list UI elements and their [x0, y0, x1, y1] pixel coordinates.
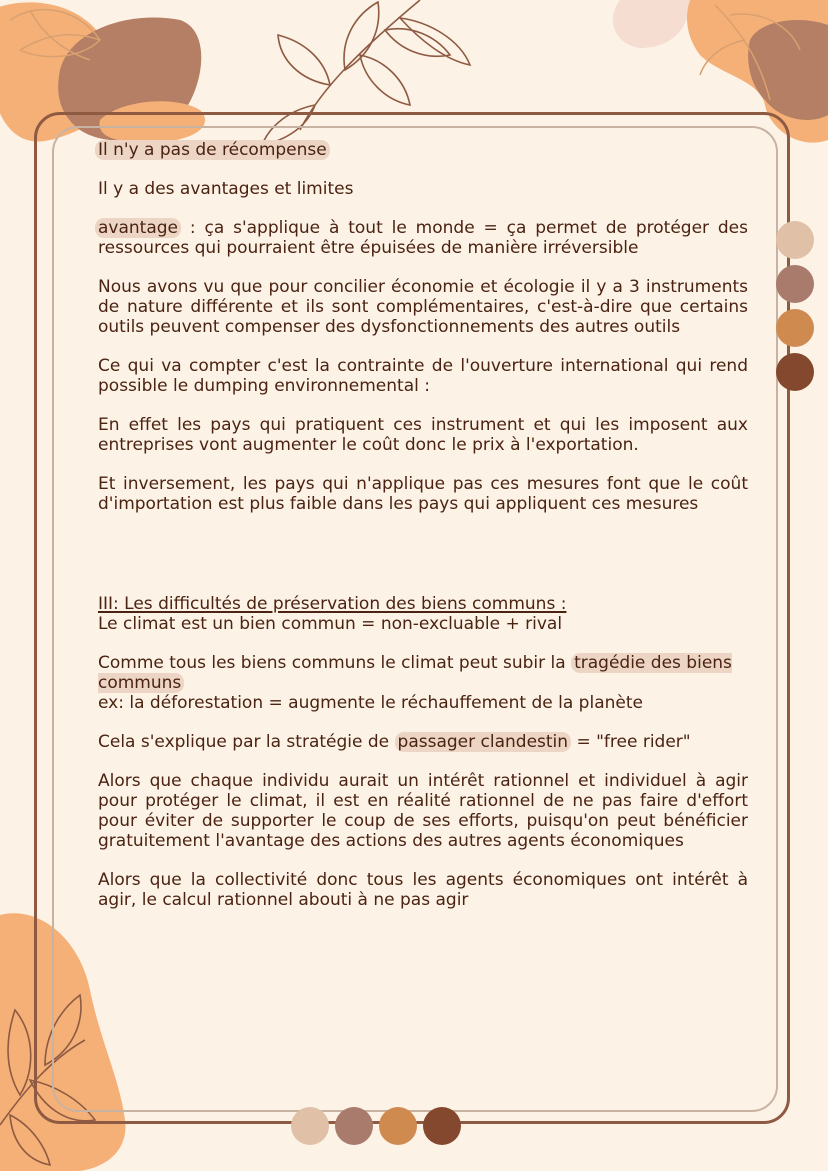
section-heading-common-goods: III: Les difficultés de préservation des biens communs : [98, 594, 567, 614]
notes-content [98, 140, 748, 910]
palette-dot-bottom-4 [423, 1107, 461, 1145]
paragraph-export-cost: En effet les pays qui pratiquent ces instrument et qui les imposent aux entreprises vont augmenter le coût donc le prix à l'exportation. [98, 415, 748, 455]
highlight-no-reward: Il n'y a pas de récompense [95, 140, 330, 160]
paragraph-climate-common-good: Le climat est un bien commun = non-excluable + rival [98, 614, 563, 634]
advantage-text: : ça s'applique à tout le monde = ça permet de protéger des ressources qui pourraient être épuisées de manière irréversible [98, 218, 748, 258]
palette-dot-right-3 [776, 309, 814, 347]
palette-dot-right-4 [776, 353, 814, 391]
pink-blob-top-right [613, 0, 690, 48]
highlight-advantage: avantage [95, 218, 181, 238]
palette-dot-bottom-1 [291, 1107, 329, 1145]
paragraph-advantages-limits: Il y a des avantages et limites [98, 179, 354, 199]
palette-dot-bottom-2 [335, 1107, 373, 1145]
palette-dot-bottom-3 [379, 1107, 417, 1145]
palette-dot-right-1 [776, 221, 814, 259]
paragraph-individual-rationality: Alors que chaque individu aurait un intérêt rationnel et individuel à agir pour protéger le climat, il est en réalité rationnel de ne pas faire d'effort pour éviter de supporter le coup de ses efforts, puisqu'on peut bénéficier gratuitement l'avantage des actions des autres agents économiques [98, 771, 748, 851]
paragraph-free-rider [98, 732, 748, 752]
paragraph-deforestation-example: ex: la déforestation = augmente le réchauffement de la planète [98, 693, 643, 713]
paragraph-international-constraint: Ce qui va compter c'est la contrainte de l'ouverture international qui rend possible le dumping environnemental : [98, 356, 748, 396]
palette-dot-right-2 [776, 265, 814, 303]
free-rider-tail: = "free rider" [571, 732, 691, 752]
paragraph-instruments: Nous avons vu que pour concilier économie et écologie il y a 3 instruments de nature différente et ils sont complémentaires, c'est-à-dire que certains outils peuvent compenser des dysfonctionnements des autres outils [98, 277, 748, 337]
highlight-free-rider: passager clandestin [395, 732, 572, 752]
paragraph-advantage [98, 218, 748, 258]
paragraph-tragedy [98, 653, 748, 693]
highlight-tragedy: tragédie des biens communs [98, 653, 732, 693]
free-rider-lead: Cela s'explique par la stratégie de [98, 732, 395, 752]
paragraph-collective-rationality: Alors que la collectivité donc tous les agents économiques ont intérêt à agir, le calcul rationnel abouti à ne pas agir [98, 870, 748, 910]
paragraph-import-cost: Et inversement, les pays qui n'applique pas ces mesures font que le coût d'importation est plus faible dans les pays qui appliquent ces mesures [98, 474, 748, 514]
tragedy-lead: Comme tous les biens communs le climat peut subir la [98, 653, 572, 673]
paragraph-no-reward [98, 140, 748, 160]
